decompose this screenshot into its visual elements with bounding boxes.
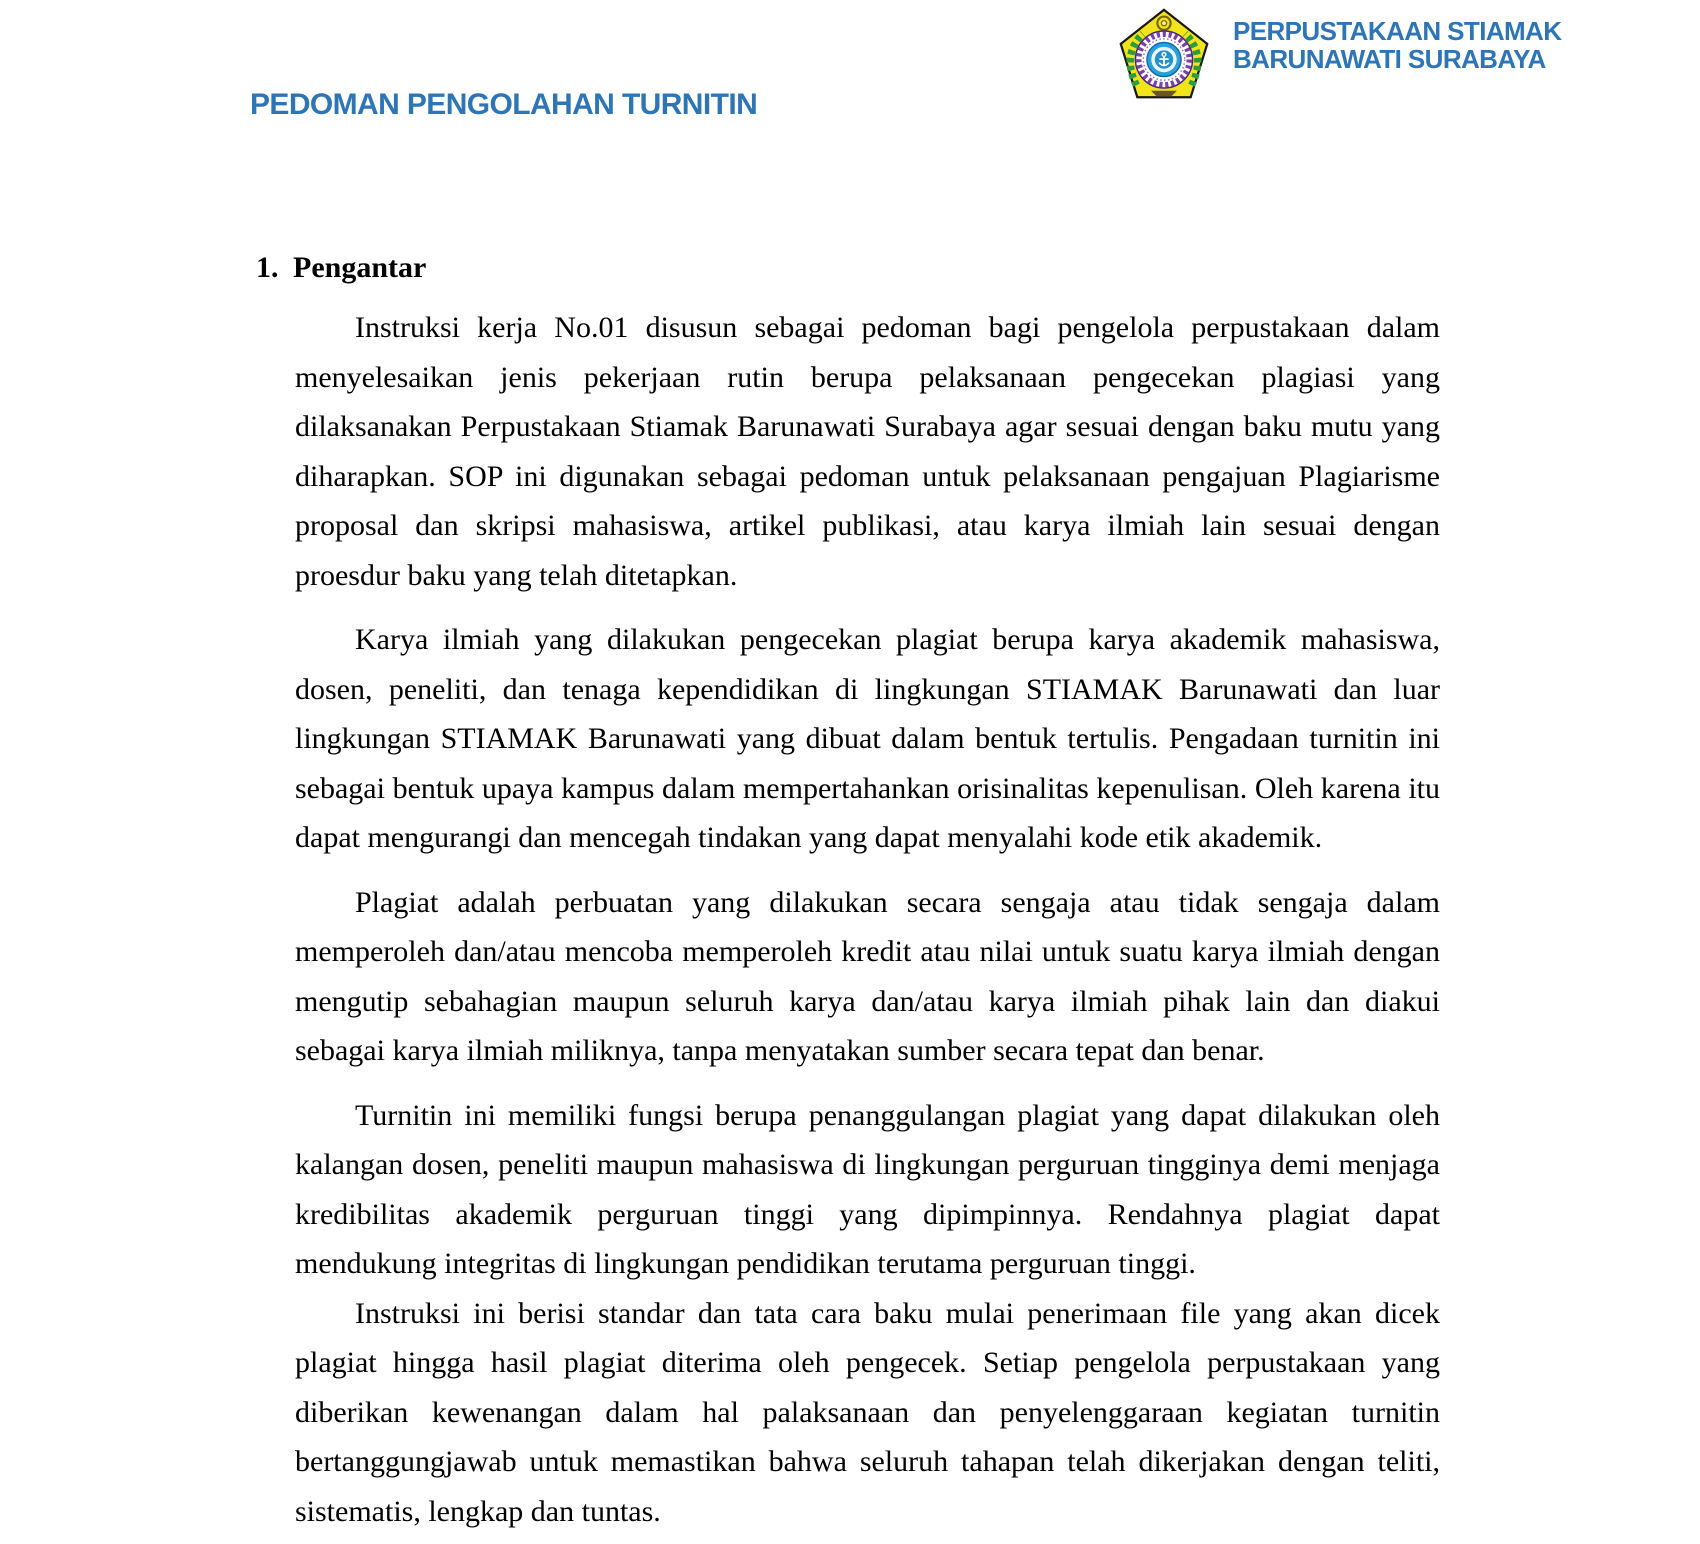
paragraph-pengantar-1: Instruksi kerja No.01 disusun sebagai pedoman bagi pengelola perpustakaan dalam menyelesaikan jenis pekerjaan rutin berupa pelaksanaan pengecekan plagiasi yang dilaksanakan Perpustakaan Stiamak Barunawati Surabaya agar sesuai dengan baku mutu yang diharapkan. SOP ini digunakan sebagai pedoman untuk pelaksanaan pengajuan Plagiarisme proposal dan skripsi mahasiswa, artikel publikasi, atau karya ilmiah lain sesuai dengan proesdur baku yang telah ditetapkan. — [295, 311, 1440, 592]
section-title: Pengantar — [293, 251, 427, 284]
organization-name — [1233, 8, 1561, 73]
university-emblem-logo — [1118, 8, 1210, 100]
paragraph-pengantar-3: Plagiat adalah perbuatan yang dilakukan secara sengaja atau tidak sengaja dalam memperoleh dan/atau mencoba memperoleh kredit atau nilai untuk suatu karya ilmiah dengan mengutip sebahagian maupun seluruh karya dan/atau karya ilmiah pihak lain dan diakui sebagai karya ilmiah miliknya, tanpa menyatakan sumber secara tepat dan benar. — [295, 885, 1440, 1067]
paragraph-pengantar-2: Karya ilmiah yang dilakukan pengecekan plagiat berupa karya akademik mahasiswa, dosen, peneliti, dan tenaga kependidikan di lingkungan STIAMAK Barunawati dan luar lingkungan STIAMAK Barunawati yang dibuat dalam bentuk tertulis. Pengadaan turnitin ini sebagai bentuk upaya kampus dalam mempertahankan orisinalitas kepenulisan. Oleh karena itu dapat mengurangi dan mencegah tindakan yang dapat menyalahi kode etik akademik. — [295, 623, 1440, 854]
letterhead — [1118, 8, 1561, 100]
section-number: 1. — [256, 251, 279, 284]
section-heading — [256, 248, 1440, 288]
paragraph-pengantar-5: Instruksi ini berisi standar dan tata cara baku mulai penerimaan file yang akan dicek plagiat hingga hasil plagiat diterima oleh pengecek. Setiap pengelola perpustakaan yang diberikan kewenangan dalam hal palaksanaan dan penyelenggaraan kegiatan turnitin bertanggungjawab untuk memastikan bahwa seluruh tahapan telah dikerjakan dengan teliti, sistematis, lengkap dan tuntas. — [295, 1296, 1440, 1528]
organization-name-line1: PERPUSTAKAAN STIAMAK — [1233, 16, 1562, 46]
organization-name-line2: BARUNAWATI SURABAYA — [1233, 44, 1546, 74]
document-body — [256, 248, 1440, 1536]
paragraph-pengantar-4: Turnitin ini memiliki fungsi berupa penanggulangan plagiat yang dapat dilakukan oleh kalangan dosen, peneliti maupun mahasiswa di lingkungan perguruan tingginya demi menjaga kredibilitas akademik perguruan tinggi yang dipimpinnya. Rendahnya plagiat dapat mendukung integritas di lingkungan pendidikan terutama perguruan tinggi. — [295, 1098, 1440, 1280]
document-title: PEDOMAN PENGOLAHAN TURNITIN — [250, 88, 758, 121]
